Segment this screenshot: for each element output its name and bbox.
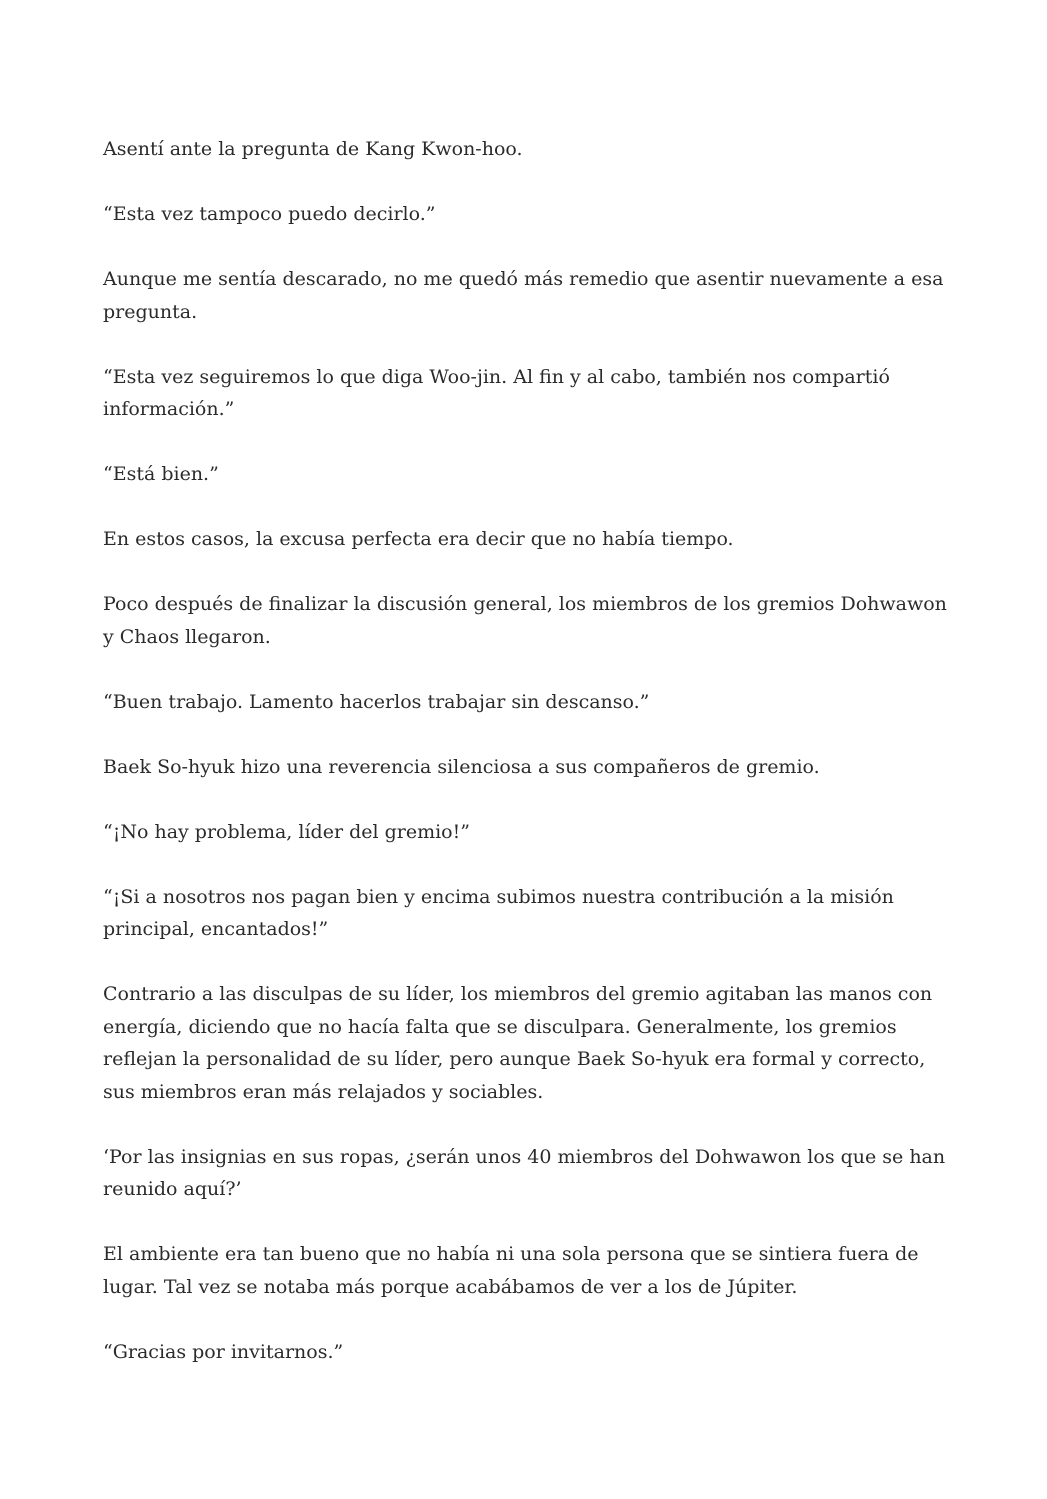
paragraph-13: ‘Por las insignias en sus ropas, ¿serán unos 40 miembros del Dohwawon los que se han reunido aquí?’ <box>103 1145 946 1200</box>
paragraph-14: El ambiente era tan bueno que no había ni una sola persona que se sintiera fuera de lugar. Tal vez se notaba más porque acabábamos de ver a los de Júpiter. <box>103 1243 919 1298</box>
paragraph-1: Asentí ante la pregunta de Kang Kwon-hoo. <box>103 138 523 160</box>
paragraph-11: “¡Si a nosotros nos pagan bien y encima subimos nuestra contribución a la misión principal, encantados!” <box>103 885 894 940</box>
paragraph-10: “¡No hay problema, líder del gremio!” <box>103 820 470 843</box>
paragraph-9: Baek So-hyuk hizo una reverencia silenciosa a sus compañeros de gremio. <box>103 755 820 778</box>
paragraph-7: Poco después de finalizar la discusión general, los miembros de los gremios Dohwawon y Chaos llegaron. <box>103 593 947 648</box>
paragraph-12: Contrario a las disculpas de su líder, los miembros del gremio agitaban las manos con energía, diciendo que no hacía falta que se disculpara. Generalmente, los gremios reflejan la personalidad de su líder, pero aunque Baek So-hyuk era formal y correcto, sus miembros eran más relajados y sociables. <box>103 983 933 1103</box>
document-body <box>103 133 948 1401</box>
paragraph-15: “Gracias por invitarnos.” <box>103 1340 344 1363</box>
paragraph-3: Aunque me sentía descarado, no me quedó más remedio que asentir nuevamente a esa pregunta. <box>103 268 944 323</box>
paragraph-4: “Esta vez seguiremos lo que diga Woo-jin. Al fin y al cabo, también nos compartió información.” <box>103 365 890 420</box>
paragraph-5: “Está bien.” <box>103 463 219 485</box>
paragraph-2: “Esta vez tampoco puedo decirlo.” <box>103 203 436 225</box>
paragraph-8: “Buen trabajo. Lamento hacerlos trabajar sin descanso.” <box>103 690 650 713</box>
paragraph-6: En estos casos, la excusa perfecta era decir que no había tiempo. <box>103 528 734 550</box>
